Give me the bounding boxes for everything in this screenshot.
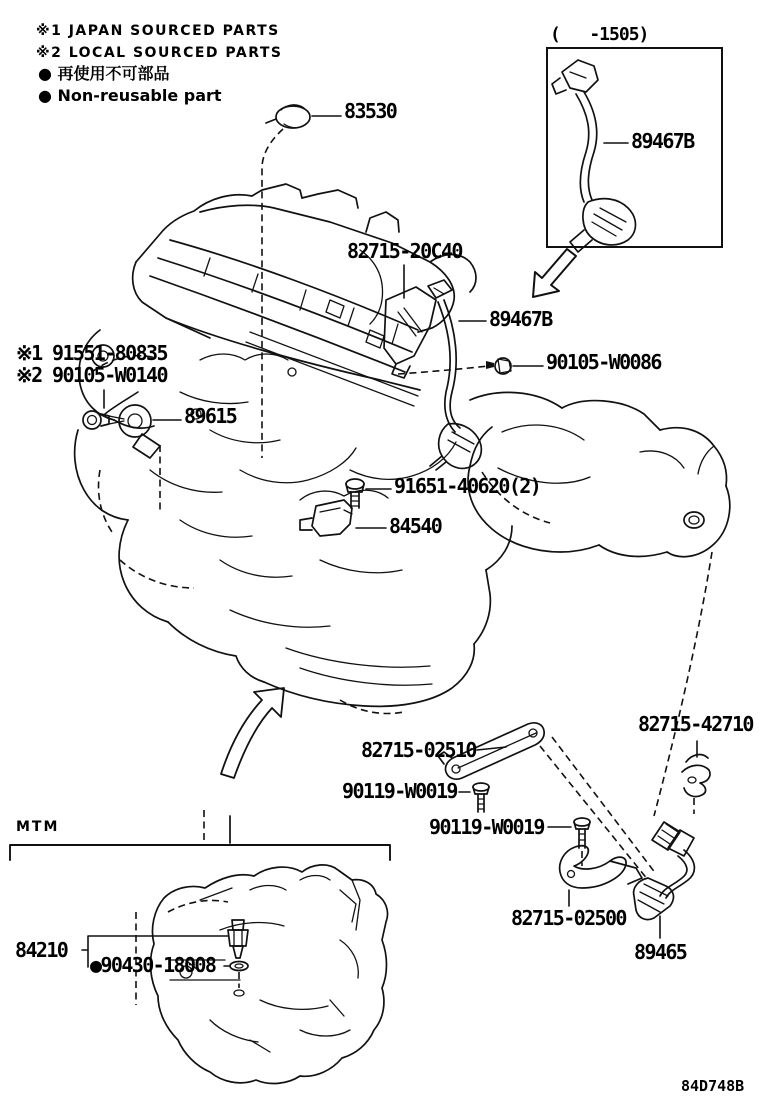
part-label-82715-02510: 82715-02510 [361,738,476,762]
projection-line [540,746,648,880]
legend-japan-sourced: ※1 JAPAN SOURCED PARTS [36,23,280,39]
part-label-82715-02500: 82715-02500 [511,906,626,930]
legend-local-sourced: ※2 LOCAL SOURCED PARTS [36,45,283,61]
part-89467B-drawing [428,280,486,470]
part-82715-02500-drawing [560,846,642,906]
inset-range-code: ( -1505) [550,24,649,45]
part-89465-drawing [634,822,695,938]
legend-nonreusable-jp: ● 再使用不可部品 [38,64,170,83]
mtm-section-label: MTM [16,819,60,835]
exhaust-pipe-drawing [468,392,730,816]
pointer-arrow-curved [221,688,284,778]
part-label-90105-w0086: 90105-W0086 [546,350,661,374]
part-82715-42710-drawing [682,741,710,814]
part-84540-drawing [300,500,386,536]
part-label-90105-w0140: ※2 90105-W0140 [16,363,167,387]
part-label-89465: 89465 [634,940,687,964]
part-90105-W0086-drawing [486,358,543,374]
projection-line [552,737,656,874]
diagram-code: 84D748B [681,1077,745,1095]
part-91651-40620-drawing [346,479,391,508]
part-label-90430-18008: ●90430-18008 [90,953,216,977]
pointer-arrow-down-left [533,249,576,297]
part-label-82715-42710: 82715-42710 [638,712,753,736]
part-label-82715-20c40: 82715-20C40 [347,239,462,263]
part-label-91651-40620: 91651-40620(2) [394,474,541,498]
part-label-90119-w0019-b: 90119-W0019 [429,815,544,839]
part-90119-W0019-a-drawing [459,783,489,812]
part-label-84210: 84210 [15,938,68,962]
part-label-89467b: 89467B [489,307,552,331]
engine-drawing [75,184,512,714]
mtm-bracket [10,810,390,860]
part-label-90119-w0019-a: 90119-W0019 [342,779,457,803]
part-label-89467b-inset: 89467B [631,129,694,153]
part-label-91551-80835: ※1 91551-80835 [16,341,167,365]
part-89615-drawing [83,390,181,458]
part-label-84540: 84540 [389,514,442,538]
part-label-89615: 89615 [184,404,237,428]
part-label-83530: 83530 [344,99,397,123]
part-83530-drawing [262,105,341,458]
legend-nonreusable-en: ● Non-reusable part [38,86,222,105]
